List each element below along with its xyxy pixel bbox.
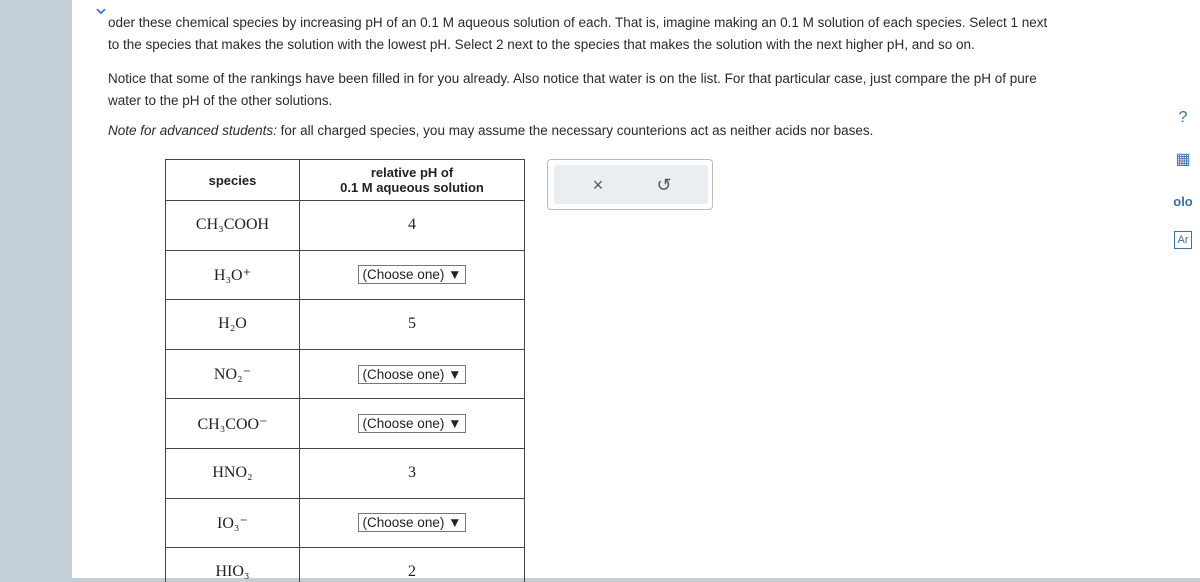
instruction-paragraph-2: [108, 68, 1128, 112]
header-relative-ph: [300, 160, 525, 201]
species-cell: CH₃COO⁻: [166, 399, 300, 449]
instruction-paragraph-1: oder these chemical species by increasing pH of an 0.1 M aqueous solution of each. That is, imagine making an 0.1 M solution of each species. Select 1 next to the species that makes the solution with the lowest pH. Select 2 next to the species that makes the solution with the next higher pH, and so on.: [108, 12, 1128, 56]
collapse-chevron-icon[interactable]: ⌄: [91, 0, 111, 19]
ph-cell: [300, 349, 525, 399]
help-icon[interactable]: ?: [1178, 109, 1188, 126]
advanced-note: [108, 120, 1128, 142]
toolbox-inner: [554, 165, 708, 204]
ph-cell: 2: [300, 548, 525, 582]
species-cell: H₃O⁺: [166, 250, 300, 300]
instruction-line-1: der these chemical species by increasing pH of an 0.1 M aqueous solution of each. That is, imagine making an 0.1 M solution of each species. Select 1 next: [115, 15, 1048, 30]
note-label: Note for advanced students:: [108, 123, 277, 138]
header-species: species: [166, 160, 300, 201]
species-cell: HIO₃: [166, 548, 300, 582]
species-cell: IO₃⁻: [166, 498, 300, 548]
table-row: [166, 349, 525, 399]
ph-cell: 4: [300, 201, 525, 251]
rank-select[interactable]: (Choose one) ▼: [358, 265, 467, 284]
rank-select[interactable]: (Choose one) ▼: [358, 414, 467, 433]
ph-cell: [300, 250, 525, 300]
header-ph-line1: relative pH of: [370, 165, 454, 180]
species-cell: CH₃COOH: [166, 201, 300, 251]
species-cell: H₂O: [166, 300, 300, 350]
header-ph-line2: 0.1 M aqueous solution: [340, 180, 484, 195]
table-row: [166, 448, 525, 498]
species-cell: NO₂⁻: [166, 349, 300, 399]
rank-select[interactable]: (Choose one) ▼: [358, 365, 467, 384]
ph-cell: [300, 498, 525, 548]
calculator-icon[interactable]: ▦: [1175, 151, 1191, 168]
instruction-line-4: water to the pH of the other solutions.: [108, 93, 333, 108]
reset-icon[interactable]: ↺: [656, 175, 672, 195]
note-text: for all charged species, you may assume the necessary counterions act as neither acids nor bases.: [276, 123, 874, 138]
ph-cell: 3: [300, 448, 525, 498]
ph-cell: [300, 399, 525, 449]
rank-select[interactable]: (Choose one) ▼: [358, 513, 467, 532]
table-row: [166, 300, 525, 350]
ranking-table: [165, 159, 525, 582]
instruction-line-3: Notice that some of the rankings have been filled in for you already. Also notice that water is on the list. For that particular case, just compare the pH of pure: [108, 71, 1037, 86]
chart-icon[interactable]: olo: [1173, 194, 1193, 209]
answer-toolbox: [547, 159, 713, 210]
table-row: [166, 548, 525, 582]
ph-cell: 5: [300, 300, 525, 350]
table-row: [166, 498, 525, 548]
table-row: [166, 250, 525, 300]
table-row: [166, 201, 525, 251]
periodic-table-icon[interactable]: Ar: [1174, 231, 1192, 249]
species-cell: HNO₂: [166, 448, 300, 498]
instruction-line-2: to the species that makes the solution with the lowest pH. Select 2 next to the species that makes the solution with the next higher pH, and so on.: [108, 37, 975, 52]
clear-icon[interactable]: ×: [592, 175, 604, 195]
table-row: [166, 399, 525, 449]
